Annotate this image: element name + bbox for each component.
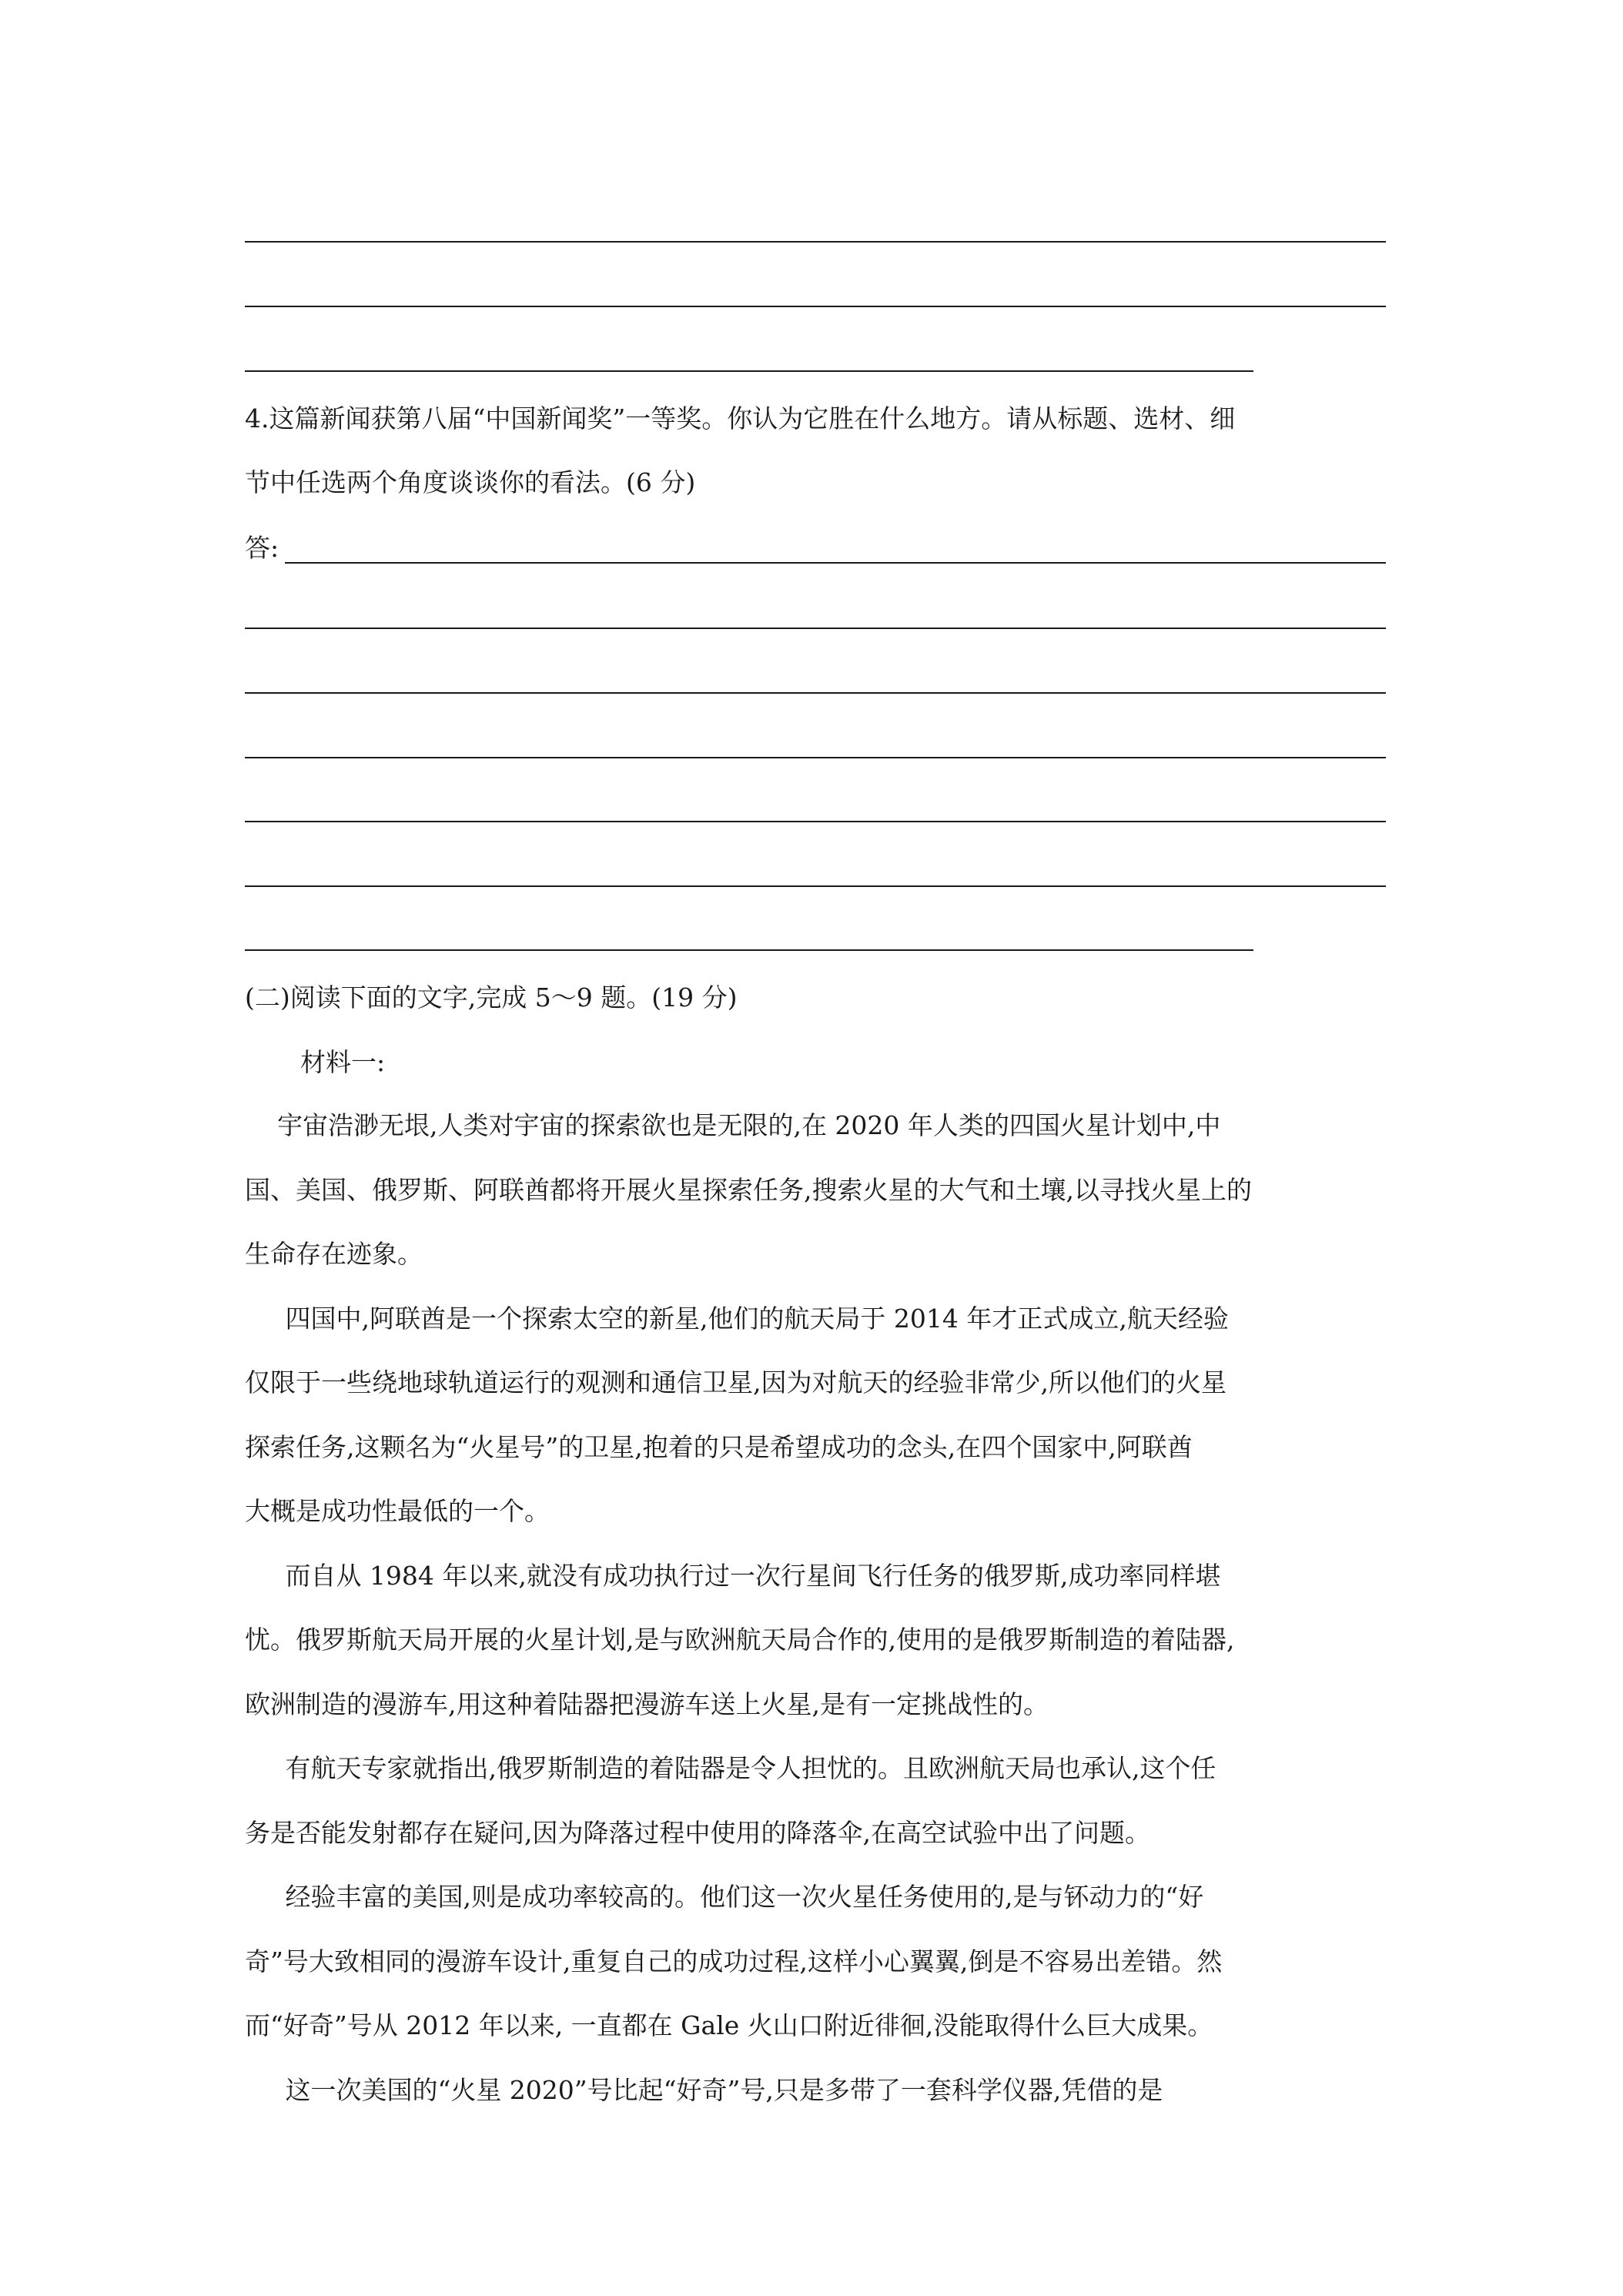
answer-line: [285, 562, 1386, 564]
question-4-line-2: 节中任选两个角度谈谈你的看法。(6 分): [245, 467, 696, 497]
passage-line: 探索任务,这颗名为“火星号”的卫星,抱着的只是希望成功的念头,在四个国家中,阿联酋: [245, 1432, 1193, 1462]
question-4-line-1: 4.这篇新闻获第八届“中国新闻奖”一等奖。你认为它胜在什么地方。请从标题、选材、细: [245, 403, 1236, 433]
answer-line: [245, 949, 1253, 951]
answer-line: [245, 241, 1386, 243]
answer-line: [245, 628, 1386, 629]
answer-line: [245, 885, 1386, 887]
passage-line: 生命存在迹象。: [245, 1239, 423, 1269]
passage-line: 这一次美国的“火星 2020”号比起“好奇”号,只是多带了一套科学仪器,凭借的是: [245, 2075, 1163, 2105]
passage-line: 有航天专家就指出,俄罗斯制造的着陆器是令人担忧的。且欧洲航天局也承认,这个任: [245, 1753, 1216, 1783]
passage-line: 宇宙浩渺无垠,人类对宇宙的探索欲也是无限的,在 2020 年人类的四国火星计划中,中: [245, 1110, 1221, 1140]
passage-line: 而“好奇”号从 2012 年以来, 一直都在 Gale 火山口附近徘徊,没能取得什么巨大成果。: [245, 2010, 1213, 2040]
passage-line: 大概是成功性最低的一个。: [245, 1496, 550, 1526]
passage-line: 国、美国、俄罗斯、阿联酋都将开展火星探索任务,搜索火星的大气和土壤,以寻找火星上的: [245, 1175, 1252, 1205]
answer-line: [245, 821, 1386, 822]
answer-line: [245, 757, 1386, 758]
passage-line: 仅限于一些绕地球轨道运行的观测和通信卫星,因为对航天的经验非常少,所以他们的火星: [245, 1367, 1226, 1397]
answer-line: [245, 692, 1386, 694]
passage-line: 四国中,阿联酋是一个探索太空的新星,他们的航天局于 2014 年才正式成立,航天经验: [245, 1304, 1229, 1334]
section-heading: (二)阅读下面的文字,完成 5～9 题。(19 分): [245, 982, 738, 1012]
passage-line: 欧洲制造的漫游车,用这种着陆器把漫游车送上火星,是有一定挑战性的。: [245, 1689, 1049, 1719]
passage-line: 奇”号大致相同的漫游车设计,重复自己的成功过程,这样小心翼翼,倒是不容易出差错。然: [245, 1946, 1223, 1976]
answer-label: 答:: [245, 533, 279, 563]
answer-line: [245, 370, 1253, 372]
passage-line: 而自从 1984 年以来,就没有成功执行过一次行星间飞行任务的俄罗斯,成功率同样堪: [245, 1561, 1221, 1591]
material-label: 材料一:: [300, 1047, 386, 1077]
passage-line: 务是否能发射都存在疑问,因为降落过程中使用的降落伞,在高空试验中出了问题。: [245, 1818, 1150, 1848]
passage-line: 忧。俄罗斯航天局开展的火星计划,是与欧洲航天局合作的,使用的是俄罗斯制造的着陆器,: [245, 1625, 1235, 1655]
passage-line: 经验丰富的美国,则是成功率较高的。他们这一次火星任务使用的,是与钚动力的“好: [245, 1882, 1204, 1912]
answer-line: [245, 306, 1386, 307]
